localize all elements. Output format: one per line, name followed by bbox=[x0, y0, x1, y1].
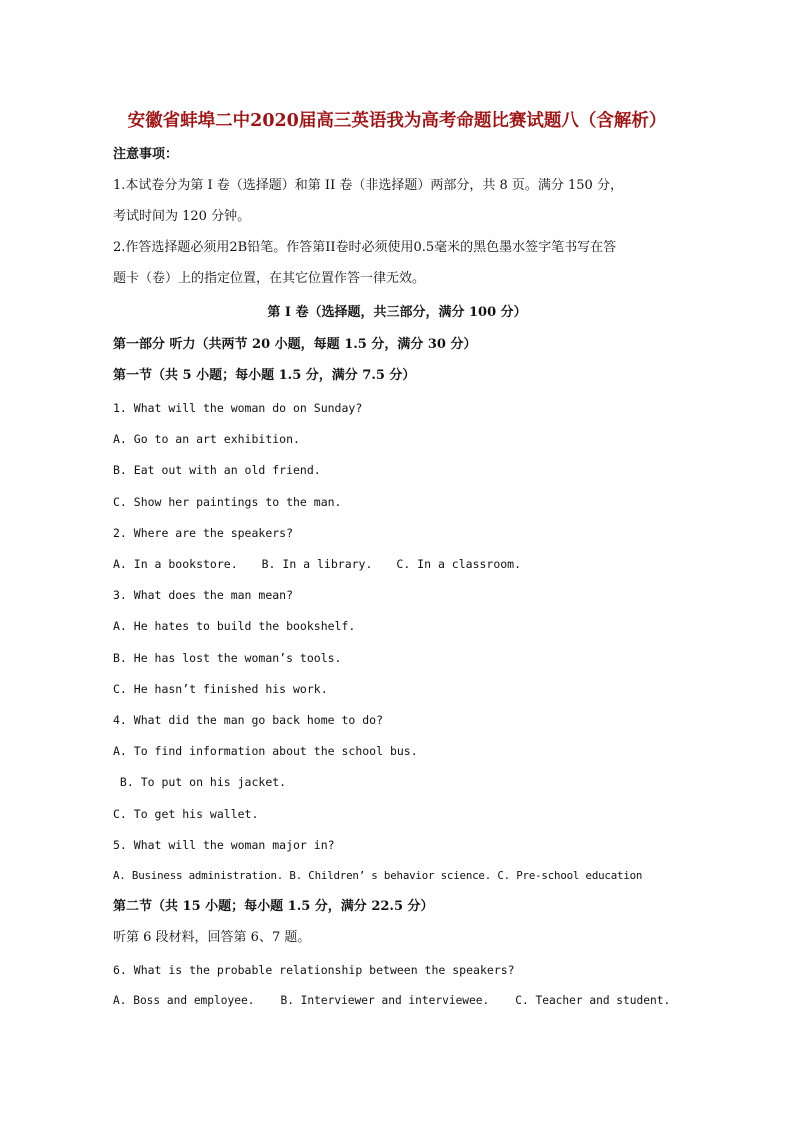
question-4-option-b: B. To put on his jacket. bbox=[113, 775, 287, 789]
part1-heading: 第一部分 听力（共两节 20 小题，每题 1.5 分，满分 30 分） bbox=[113, 337, 477, 352]
question-1-option-b: B. Eat out with an old friend. bbox=[113, 463, 321, 477]
section2-heading: 第二节（共 15 小题；每小题 1.5 分，满分 22.5 分） bbox=[113, 899, 434, 914]
volume-heading: 第 I 卷（选择题，共三部分，满分 100 分） bbox=[267, 305, 527, 320]
question-5: 5. What will the woman major in? bbox=[113, 838, 335, 852]
question-2-options bbox=[113, 555, 521, 573]
question-2-option-b: B. In a library. bbox=[261, 557, 373, 571]
notice-heading: 注意事项： bbox=[113, 147, 179, 162]
question-5-options: A. Business administration. B. Children’ s behavior science. C. Pre-school education bbox=[113, 869, 643, 882]
notice-item-2-line-2: 题卡（卷）上的指定位置，在其它位置作答一律无效。 bbox=[113, 271, 426, 286]
notice-item-1-line-2: 考试时间为 120 分钟。 bbox=[113, 209, 251, 224]
question-6-option-c: C. Teacher and student. bbox=[515, 994, 671, 1007]
question-2-option-a: A. In a bookstore. bbox=[113, 557, 238, 571]
question-1: 1. What will the woman do on Sunday? bbox=[113, 401, 363, 415]
notice-item-1-line-1: 1.本试卷分为第 I 卷（选择题）和第 II 卷（非选择题）两部分，共 8 页。满分 150 分， bbox=[113, 178, 623, 193]
question-4-option-c: C. To get his wallet. bbox=[113, 807, 259, 821]
question-4: 4. What did the man go back home to do? bbox=[113, 713, 384, 727]
question-1-option-c: C. Show her paintings to the man. bbox=[113, 495, 342, 509]
notice-item-2-line-1: 2.作答选择题必须用2B铅笔。作答第II卷时必须使用0.5毫米的黑色墨水签字笔书写在答 bbox=[113, 240, 617, 255]
question-1-option-a: A. Go to an art exhibition. bbox=[113, 432, 300, 446]
question-3: 3. What does the man mean? bbox=[113, 588, 294, 602]
section1-heading: 第一节（共 5 小题；每小题 1.5 分，满分 7.5 分） bbox=[113, 368, 416, 383]
question-6-options bbox=[113, 992, 670, 1010]
question-3-option-a: A. He hates to build the bookshelf. bbox=[113, 619, 356, 633]
question-3-option-b: B. He has lost the woman’s tools. bbox=[113, 651, 342, 665]
question-3-option-c: C. He hasn’t finished his work. bbox=[113, 682, 328, 696]
instruction-6-7: 听第 6 段材料，回答第 6、7 题。 bbox=[113, 930, 311, 945]
question-6-option-a: A. Boss and employee. bbox=[113, 994, 255, 1007]
question-6-option-b: B. Interviewer and interviewee. bbox=[280, 994, 490, 1007]
question-4-option-a: A. To find information about the school bus. bbox=[113, 744, 418, 758]
question-2: 2. Where are the speakers? bbox=[113, 526, 294, 540]
question-2-option-c: C. In a classroom. bbox=[396, 557, 522, 571]
document-title: 安徽省蚌埠二中2020届高三英语我为高考命题比赛试题八（含解析） bbox=[127, 111, 667, 131]
question-6: 6. What is the probable relationship between the speakers? bbox=[113, 963, 515, 977]
